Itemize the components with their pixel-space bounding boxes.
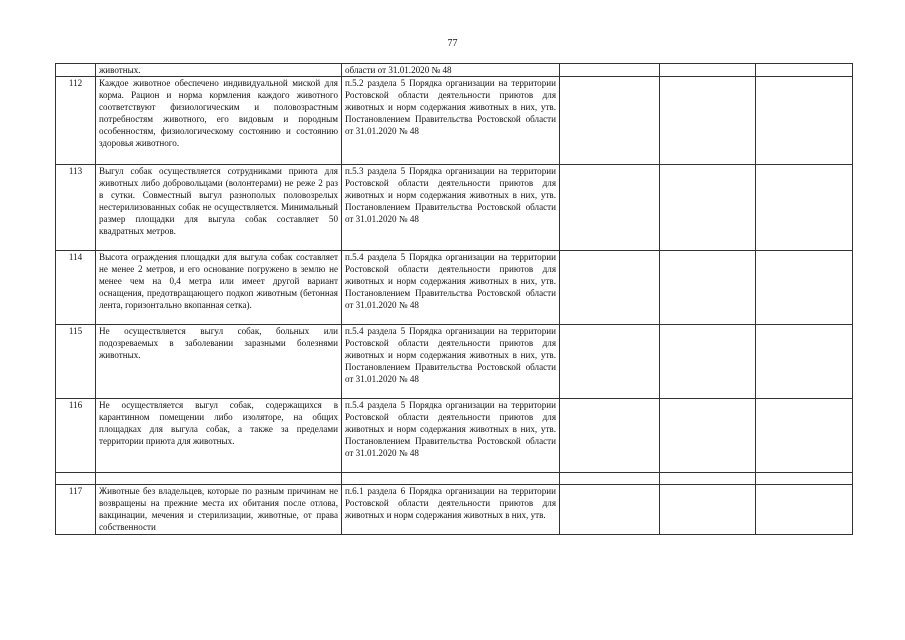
empty-cell bbox=[660, 77, 756, 165]
empty-cell bbox=[756, 325, 853, 399]
legal-basis-cell: п.5.4 раздела 5 Порядка организации на территории Ростовской области деятельности приютов для животных и норм содержания животных в них, утв. Постановлением Правительства Ростовской области от 31.01.2020 № 48 bbox=[342, 399, 560, 473]
legal-basis-cell: п.5.4 раздела 5 Порядка организации на территории Ростовской области деятельности приютов для животных и норм содержания животных в них, утв. Постановлением Правительства Ростовской области от 31.01.2020 № 48 bbox=[342, 251, 560, 325]
legal-basis-cell: области от 31.01.2020 № 48 bbox=[342, 64, 560, 77]
table-row bbox=[56, 165, 853, 251]
requirement-cell: Выгул собак осуществляется сотрудниками приюта для животных либо добровольцами (волонтерами) не реже 2 раз в сутки. Совместный выгул разнополых половозрелых нестерилизованных собак не осуществляется. Минимальный размер площадки для выгула собак составляет 50 квадратных метров. bbox=[96, 165, 342, 251]
empty-cell bbox=[756, 165, 853, 251]
empty-cell bbox=[660, 325, 756, 399]
table-row bbox=[56, 485, 853, 535]
empty-cell bbox=[560, 77, 660, 165]
empty-cell bbox=[756, 77, 853, 165]
empty-cell bbox=[560, 325, 660, 399]
requirement-cell: Животные без владельцев, которые по разным причинам не возвращены на прежние места их обитания после отлова, вакцинации, мечения и стерилизации, животные, от права собственности bbox=[96, 485, 342, 535]
empty-cell bbox=[756, 251, 853, 325]
table-row bbox=[56, 325, 853, 399]
empty-cell bbox=[560, 473, 660, 485]
empty-cell bbox=[756, 399, 853, 473]
row-number: 115 bbox=[56, 325, 96, 399]
row-number: 113 bbox=[56, 165, 96, 251]
row-number: 117 bbox=[56, 485, 96, 535]
row-number bbox=[56, 64, 96, 77]
row-number: 116 bbox=[56, 399, 96, 473]
page-number: 77 bbox=[447, 38, 458, 49]
empty-cell bbox=[56, 473, 96, 485]
row-number: 112 bbox=[56, 77, 96, 165]
empty-cell bbox=[756, 473, 853, 485]
blank-row bbox=[56, 473, 853, 485]
table-row bbox=[56, 77, 853, 165]
requirement-cell: Не осуществляется выгул собак, содержащихся в карантинном помещении либо изоляторе, на общих площадках для выгула собак, а также за пределами территории приюта для животных. bbox=[96, 399, 342, 473]
empty-cell bbox=[660, 399, 756, 473]
empty-cell bbox=[560, 165, 660, 251]
empty-cell bbox=[660, 251, 756, 325]
legal-basis-cell: п.5.4 раздела 5 Порядка организации на территории Ростовской области деятельности приютов для животных и норм содержания животных в них, утв. Постановлением Правительства Ростовской области от 31.01.2020 № 48 bbox=[342, 325, 560, 399]
empty-cell bbox=[560, 64, 660, 77]
requirement-cell: животных. bbox=[96, 64, 342, 77]
empty-cell bbox=[756, 485, 853, 535]
table-row bbox=[56, 399, 853, 473]
empty-cell bbox=[660, 473, 756, 485]
empty-cell bbox=[560, 399, 660, 473]
legal-basis-cell: п.5.3 раздела 5 Порядка организации на территории Ростовской области деятельности приютов для животных и норм содержания животных в них, утв. Постановлением Правительства Ростовской области от 31.01.2020 № 48 bbox=[342, 165, 560, 251]
row-number: 114 bbox=[56, 251, 96, 325]
table-row bbox=[56, 64, 853, 77]
requirement-cell: Не осуществляется выгул собак, больных или подозреваемых в заболевании заразными болезнями животных. bbox=[96, 325, 342, 399]
empty-cell bbox=[560, 485, 660, 535]
requirements-table bbox=[55, 63, 853, 535]
requirement-cell: Каждое животное обеспечено индивидуальной миской для корма. Рацион и норма кормления каждого животного соответствуют физиологическим и половозрастным потребностям животного, его видовым и породным особенностям, физиологическому состоянию и состоянию здоровья животного. bbox=[96, 77, 342, 165]
empty-cell bbox=[342, 473, 560, 485]
legal-basis-cell: п.5.2 раздела 5 Порядка организации на территории Ростовской области деятельности приютов для животных и норм содержания животных в них, утв. Постановлением Правительства Ростовской области от 31.01.2020 № 48 bbox=[342, 77, 560, 165]
empty-cell bbox=[756, 64, 853, 77]
legal-basis-cell: п.6.1 раздела 6 Порядка организации на территории Ростовской области деятельности приютов для животных и норм содержания животных в них, утв. bbox=[342, 485, 560, 535]
table-row bbox=[56, 251, 853, 325]
empty-cell bbox=[96, 473, 342, 485]
empty-cell bbox=[660, 485, 756, 535]
empty-cell bbox=[560, 251, 660, 325]
empty-cell bbox=[660, 165, 756, 251]
requirement-cell: Высота ограждения площадки для выгула собак составляет не менее 2 метров, и его основание погружено в землю не менее чем на 0,4 метра или имеет другой вариант оснащения, предотвращающего подкоп животным (бетонная лента, горизонтально вкопанная сетка). bbox=[96, 251, 342, 325]
empty-cell bbox=[660, 64, 756, 77]
